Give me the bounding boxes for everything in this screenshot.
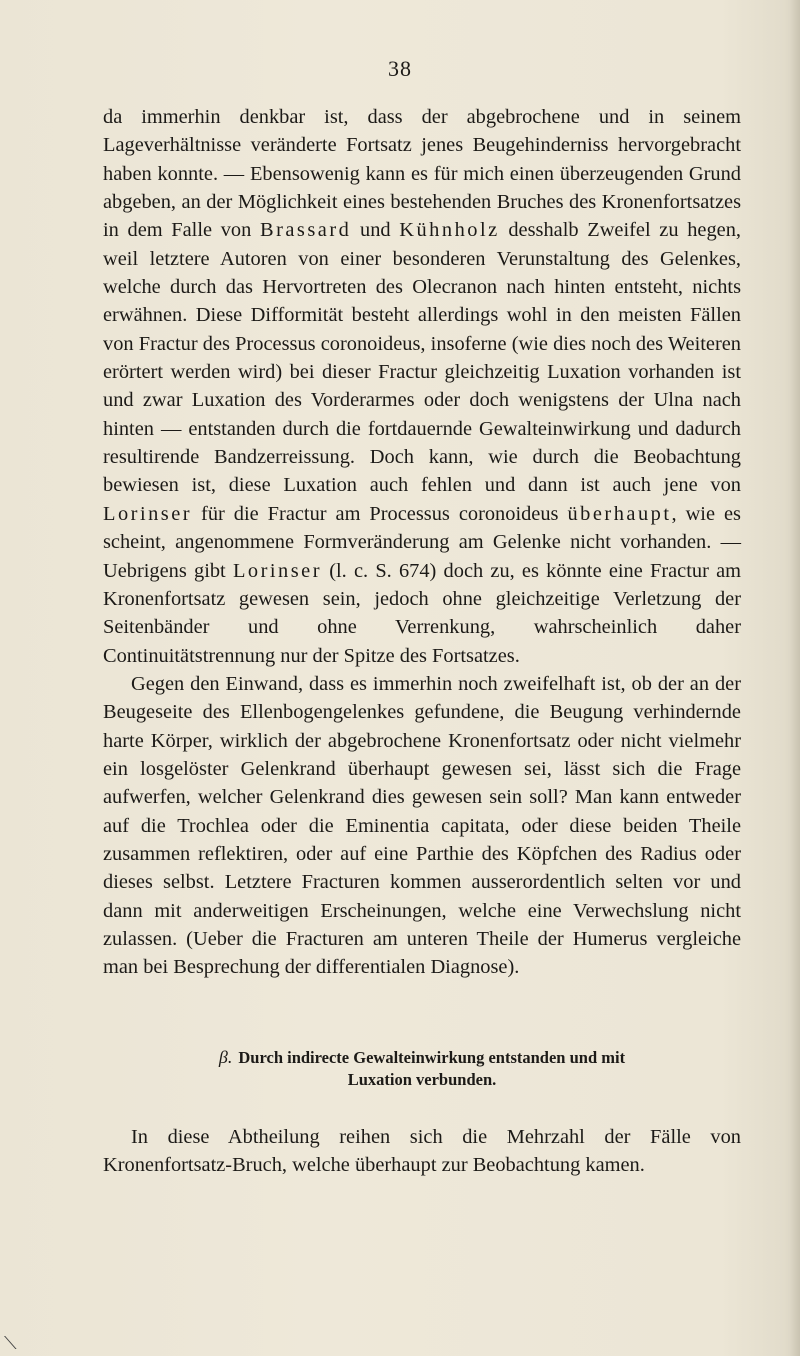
section-heading: [103, 1046, 741, 1091]
section-text: [103, 1123, 741, 1180]
author-name: Lorinser: [232, 559, 323, 582]
text-run: (l. c. S. 674) doch zu, es könnte eine Fractur am Kronenfortsatz gewesen sein, jedoch ohne gleichzeitige Verletzung der Seitenbänder und ohne Verrenkung, wahrscheinlich daher Continuitätstrennung nur der Spitze des Fortsatzes.: [103, 559, 741, 667]
section-heading-text: Durch indirecte Gewalteinwirkung entstanden und mit: [238, 1048, 626, 1067]
main-text: [103, 103, 741, 982]
page-number: 38: [388, 56, 412, 81]
author-name: Lorinser: [103, 502, 193, 525]
emphasized-word: überhaupt: [567, 502, 672, 525]
author-name: Brassard: [259, 219, 352, 242]
text-run: , wie es scheint, angenommene Formveränderung am Gelenke nicht vorhanden. — Uebrigens gibt: [103, 502, 741, 582]
text-run: da immerhin denkbar ist, dass der abgebrochene und in seinem Lageverhältnisse veränderte Fortsatz jenes Beugehinderniss hervorgebracht haben konnte. — Ebensowenig kann es für mich einen überzeugenden Grund abgeben, an der Möglichkeit eines bestehenden Bruches des Kronenfortsatzes in dem Falle von: [103, 106, 741, 242]
section-marker: β.: [218, 1047, 233, 1067]
text-run: desshalb Zweifel zu hegen, weil letztere Autoren von einer besonderen Verunstaltung des Gelenkes, welche durch das Hervortreten des Olecranon nach hinten entsteht, nichts erwähnen. Diese Difformität besteht allerdings wohl in den meisten Fällen von Fractur des Processus coronoideus, insoferne (wie dies noch des Weiteren erörtert werden wird) bei dieser Fractur gleichzeitig Luxation vorhanden ist und zwar Luxation des Vorderarmes oder doch wenigstens der Ulna nach hinten — entstanden durch die fortdauernde Gewalteinwirkung und dadurch resultirende Bandzerreissung. Doch kann, wie durch die Beobachtung bewiesen ist, diese Luxation auch fehlen und dann ist auch jene von: [103, 219, 742, 497]
text-run: und: [351, 219, 400, 242]
page-edge: [790, 0, 800, 1356]
author-name: Kühnholz: [399, 219, 500, 242]
corner-mark: ⟍: [4, 1333, 17, 1353]
paragraph-2: Gegen den Einwand, dass es immerhin noch zweifelhaft ist, ob der an der Beugeseite des Ellenbogengelenkes gefundene, die Beugung verhindernde harte Körper, wirklich der abgebrochene Kronenfortsatz oder nicht vielmehr ein losgelöster Gelenkrand überhaupt gewesen sei, lässt sich die Frage aufwerfen, welcher Gelenkrand dies gewesen sein soll? Man kann entweder auf die Trochlea oder die Eminentia capitata, oder diese beiden Theile zusammen reflektiren, oder auf eine Parthie des Köpfchen des Radius oder dieses selbst. Letztere Fracturen kommen ausserordentlich selten vor und dann mit anderweitigen Erscheinungen, welche eine Verwechslung nicht zulassen. (Ueber die Fracturen am unteren Theile der Humerus vergleiche man bei Besprechung der differentialen Diagnose).: [103, 672, 741, 979]
paragraph-1: [103, 103, 741, 670]
text-run: für die Fractur am Processus coronoideus: [192, 502, 568, 525]
paragraph-3: In diese Abtheilung reihen sich die Mehrzahl der Fälle von Kronenfortsatz-Bruch, welche überhaupt zur Beobachtung kamen.: [103, 1126, 741, 1177]
section-heading-line-1: [103, 1046, 741, 1069]
section-heading-line-2: Luxation verbunden.: [347, 1070, 497, 1089]
